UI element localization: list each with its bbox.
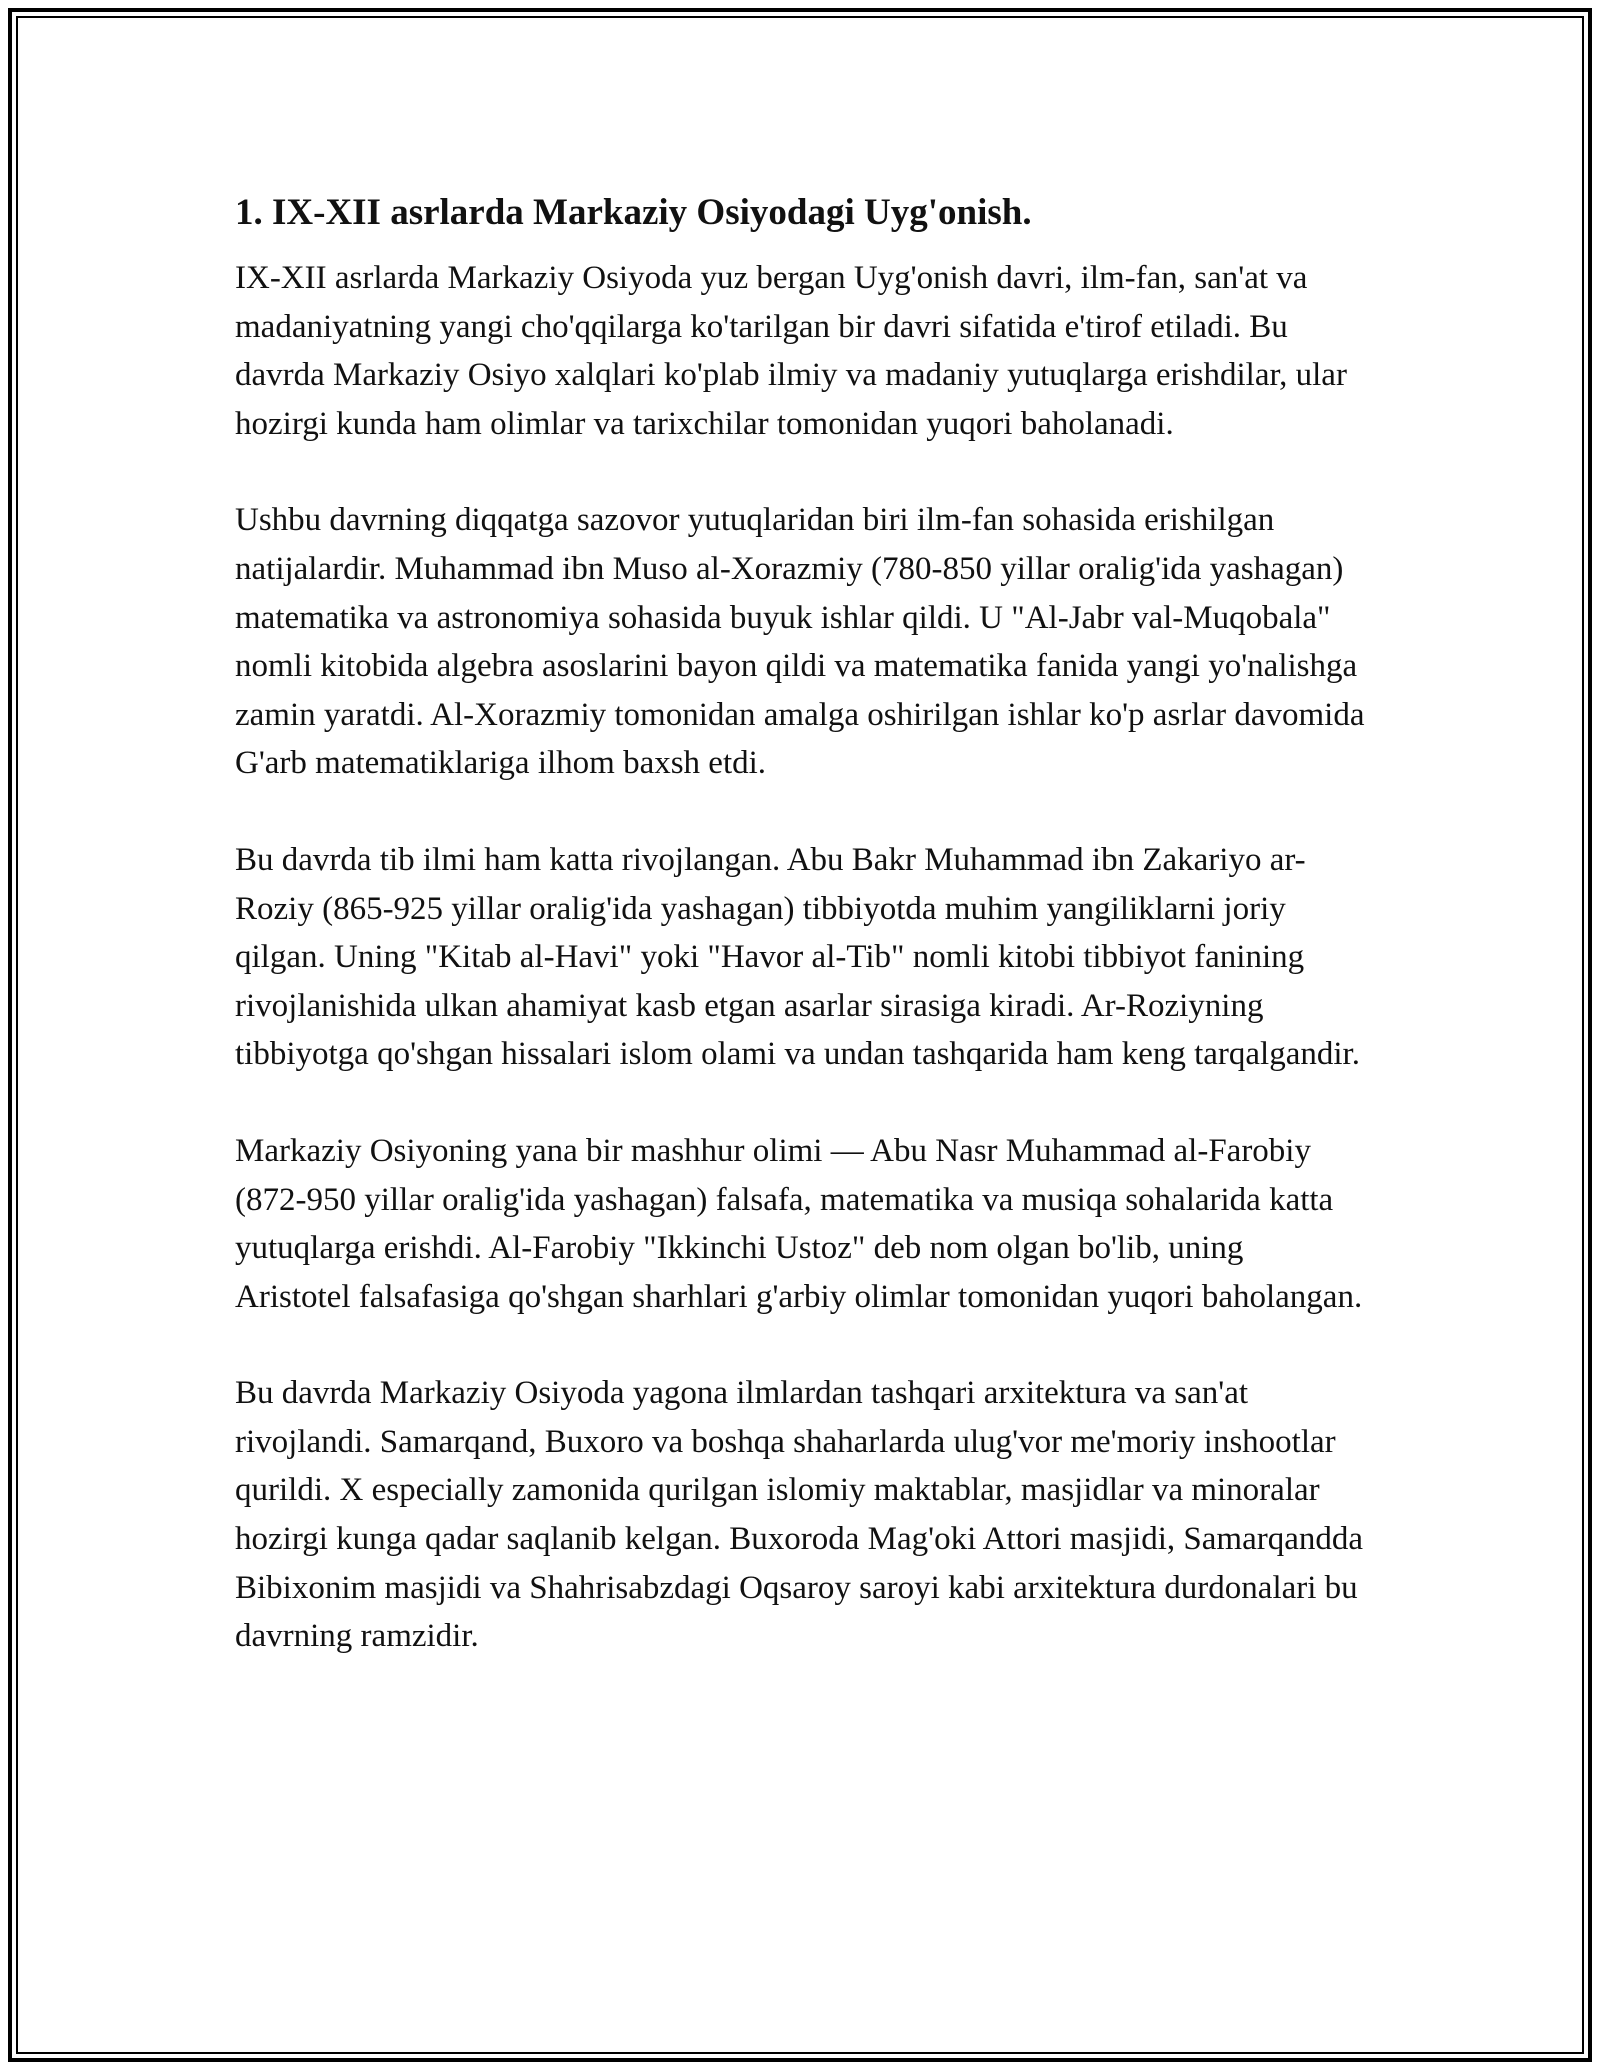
paragraph-al-farabi: Markaziy Osiyoning yana bir mashhur olimi — Abu Nasr Muhammad al-Farobiy (872-950 yillar oralig'ida yashagan) falsafa, matematika va musiqa sohalarida katta yutuqlarga erishdi. Al-Farobiy "Ikkinchi Ustoz" deb nom olgan bo'lib, uning Aristotel falsafasiga qo'shgan sharhlari g'arbiy olimlar tomonidan yuqori baholangan.: [235, 1132, 1363, 1315]
paragraph-ar-razi: Bu davrda tib ilmi ham katta rivojlangan. Abu Bakr Muhammad ibn Zakariyo ar-Roziy (865-925 yillar oralig'ida yashagan) tibbiyotda muhim yangiliklarni joriy qilgan. Uning "Kitab al-Havi" yoki "Havor al-Tib" nomli kitobi tibbiyot fanining rivojlanishida ulkan ahamiyat kasb etgan asarlar sirasiga kiradi. Ar-Roziyning tibbiyotga qo'shgan hissalari islom olami va undan tashqarida ham keng tarqalgandir.: [235, 841, 1360, 1073]
paragraph-intro: IX-XII asrlarda Markaziy Osiyoda yuz bergan Uyg'onish davri, ilm-fan, san'at va madaniyatning yangi cho'qqilarga ko'tarilgan bir davri sifatida e'tirof etiladi. Bu davrda Markaziy Osiyo xalqlari ko'plab ilmiy va madaniy yutuqlarga erishdilar, ular hozirgi kunda ham olimlar va tarixchilar tomonidan yuqori baholanadi.: [235, 260, 1347, 442]
document-title: 1. IX-XII asrlarda Markaziy Osiyodagi Uyg'onish.: [235, 192, 1032, 233]
paragraph-architecture: Bu davrda Markaziy Osiyoda yagona ilmlardan tashqari arxitektura va san'at rivojlandi. Samarqand, Buxoro va boshqa shaharlarda ulug'vor me'moriy inshootlar qurildi. X especially zamonida qurilgan islomiy maktablar, masjidlar va minoralar hozirgi kunga qadar saqlanib kelgan. Buxoroda Mag'oki Attori masjidi, Samarqandda Bibixonim masjidi va Shahrisabzdagi Oqsaroy saroyi kabi arxitektura durdonalari bu davrning ramzidir.: [235, 1375, 1364, 1655]
paragraph-al-khwarizmi: Ushbu davrning diqqatga sazovor yutuqlaridan biri ilm-fan sohasida erishilgan natijalardir. Muhammad ibn Muso al-Xorazmiy (780-850 yillar oralig'ida yashagan) matematika va astronomiya sohasida buyuk ishlar qildi. U "Al-Jabr val-Muqobala" nomli kitobida algebra asoslarini bayon qildi va matematika fanida yangi yo'nalishga zamin yaratdi. Al-Xorazmiy tomonidan amalga oshirilgan ishlar ko'p asrlar davomida G'arb matematiklariga ilhom baxsh etdi.: [235, 502, 1365, 782]
document-body: [235, 186, 1365, 1709]
